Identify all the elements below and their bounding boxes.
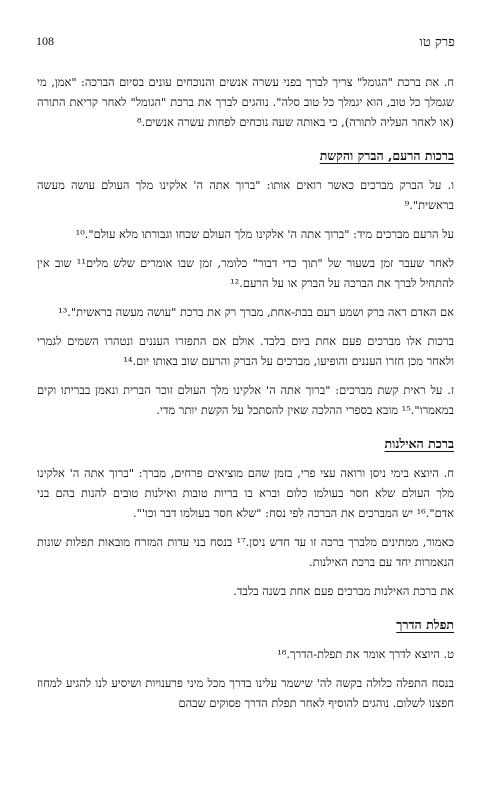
section-heading: ברכות הרעם, הברק והקשת xyxy=(319,148,454,163)
section-heading: תפלת הדרך xyxy=(396,617,454,632)
section-heading: ברכת האילנות xyxy=(384,436,454,451)
paragraph: בנסח התפלה כלולה בקשה לה' שישמר עלינו בדרך מכל מיני פרענויות ושיסיע לנו להגיע למחוז חפצנו לשלום. נוהגים להוסיף לאחר תפלת הדרך פסוקים שבהם xyxy=(37,676,454,710)
paragraph: ברכות אלו מברכים פעם אחת ביום בלבד. אולם אם התפזרו העננים ונטהרו השמים לגמרי ולאחר מכן חזרו העננים והופיעו, מברכים על הברק והרעם שוב באותו יום.¹⁴ xyxy=(37,334,454,368)
paragraph: ח. את ברכת "הגומל" צריך לברך בפני עשרה אנשים והנוכחים עונים בסיום הברכה: "אמן, מי שגמלך כל טוב, הוא יגמלך כל טוב סלה". נוהגים לברך את ברכת "הגומל" לאחר קריאת התורה (או לאחר העליה לתורה), כי באותה שעה נוכחים לפחות עשרה אנשים.⁸ xyxy=(37,75,454,129)
paragraph: כאמור, ממתינים מלברך ברכה זו עד חדש ניסן.¹⁷ בנסח בני עדות המזרח מובאות תפלות שונות הנאמרות יחד עם ברכת האילנות. xyxy=(37,535,455,569)
paragraph: אם האדם ראה ברק ושמע רעם בבת-אחת, מברך רק את ברכת "עושה מעשה בראשית".¹³ xyxy=(58,305,454,319)
paragraph: ח. היוצא בימי ניסן ורואה עצי פרי, בזמן שהם מוציאים פרחים, מברך: "ברוך אתה ה' אלקינו מלך העולם שלא חסר בעולמו כלום וברא בו בריות טובות ואילנות טובים להנות בהם בני אדם".¹⁶ יש המברכים את הברכה לפי נסח: "שלא חסר בעולמו דבר וכו'". xyxy=(37,466,454,520)
page-number: 108 xyxy=(36,34,54,48)
page-body xyxy=(37,72,454,800)
paragraph: ו. על הברק מברכים כאשר רואים אותו: "ברוך אתה ה' אלקינו מלך העולם עושה מעשה בראשית".⁹ xyxy=(37,178,454,212)
paragraph: ט. היוצא לדרך אומר את תפלת-הדרך.¹⁸ xyxy=(277,647,454,661)
running-header xyxy=(36,34,455,54)
paragraph: לאחר שעבר זמן בשעור של "תוך כדי דבור" כלומר, זמן שבו אומרים שלש מלים¹¹ שוב אין להתחיל לברך את הברכה על הברק או על הרעם.¹² xyxy=(37,256,454,290)
paragraph: ז. על ראית קשת מברכים: "ברוך אתה ה' אלקינו מלך העולם זוכר הברית ונאמן בבריתו וקים במאמרו".¹⁵ מובא בספרי ההלכה שאין להסתכל על הקשת יותר מדי. xyxy=(37,383,454,417)
chapter-title: פרק טו xyxy=(419,35,455,50)
paragraph: על הרעם מברכים מיד: "ברוך אתה ה' אלקינו מלך העולם שכחו וגבורתו מלא עולם".¹⁰ xyxy=(75,227,454,241)
paragraph: את ברכת האילנות מברכים פעם אחת בשנה בלבד. xyxy=(233,584,454,598)
